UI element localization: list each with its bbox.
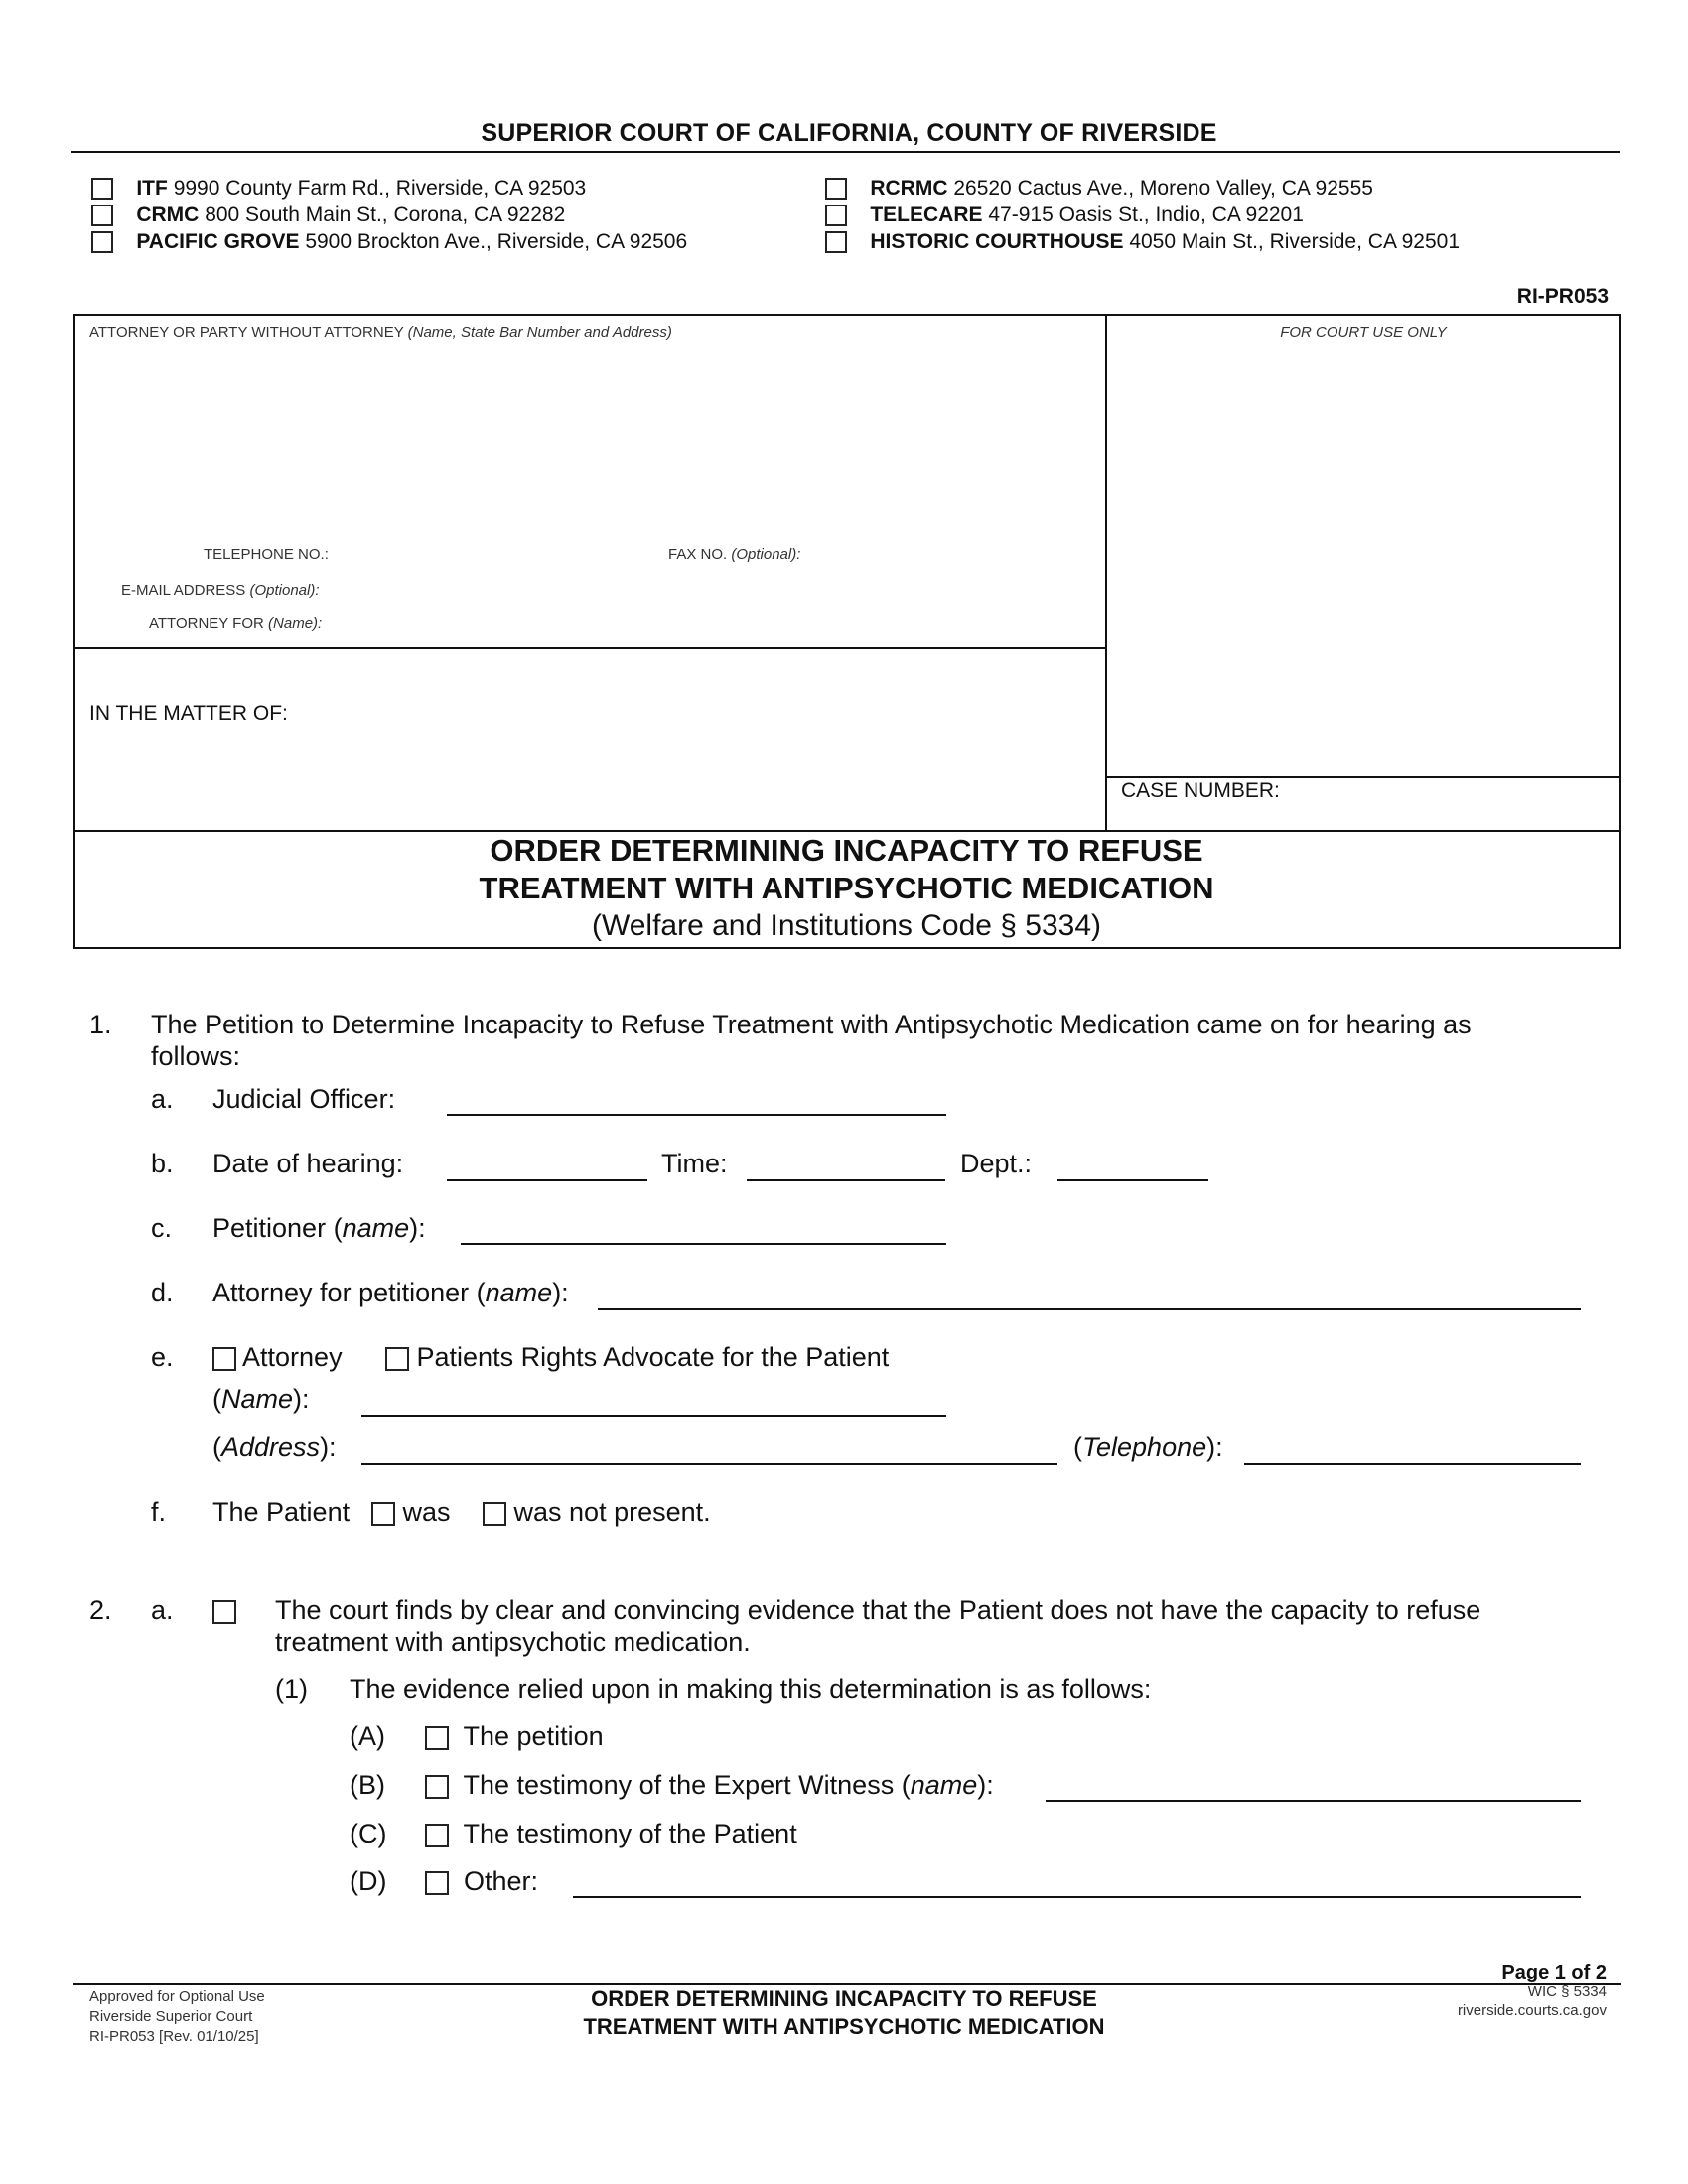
advocate-name-field[interactable] xyxy=(361,1415,946,1417)
attorney-for-label: ATTORNEY FOR (Name): xyxy=(149,615,323,632)
evidence-b-letter: (B) xyxy=(350,1770,385,1800)
location-rcrmc xyxy=(825,177,1373,201)
item2a-letter: a. xyxy=(151,1595,174,1625)
case-number-label: CASE NUMBER: xyxy=(1121,779,1280,802)
item1-text-line2: follows: xyxy=(151,1041,241,1071)
form-number: RI-PR053 xyxy=(1516,285,1609,308)
location-checkbox[interactable] xyxy=(91,205,113,226)
title-line-1: ORDER DETERMINING INCAPACITY TO REFUSE xyxy=(490,833,1203,868)
judicial-officer-field[interactable] xyxy=(447,1114,946,1116)
item2-number: 2. xyxy=(89,1595,112,1625)
telephone-label: TELEPHONE NO.: xyxy=(204,546,329,563)
attorney-checkbox[interactable] xyxy=(212,1347,236,1371)
location-historic-courthouse xyxy=(825,230,1460,254)
patient-was-label: was xyxy=(402,1497,451,1527)
evidence-d-letter: (D) xyxy=(350,1866,387,1896)
patients-rights-advocate-option xyxy=(385,1342,889,1373)
patient-was-not-option xyxy=(483,1497,711,1528)
location-name: PACIFIC GROVE xyxy=(136,230,300,253)
page-number: Page 1 of 2 xyxy=(1501,1962,1607,1983)
fax-label: FAX NO. (Optional): xyxy=(668,546,801,563)
evidence-a-letter: (A) xyxy=(350,1721,385,1751)
item1f-letter: f. xyxy=(151,1497,167,1527)
attorney-option-label: Attorney xyxy=(242,1342,343,1372)
expert-witness-field[interactable] xyxy=(1046,1800,1581,1802)
attorney-for-petitioner-field[interactable] xyxy=(598,1308,1581,1310)
location-checkbox[interactable] xyxy=(825,178,847,200)
evidence-other-option xyxy=(425,1866,538,1897)
location-name: RCRMC xyxy=(870,177,948,200)
advocate-name-label: (Name): xyxy=(212,1384,310,1414)
patient-present-label: The Patient xyxy=(212,1497,351,1527)
attorney-option xyxy=(212,1342,343,1373)
location-crmc xyxy=(91,204,565,227)
court-use-box xyxy=(1105,314,1621,778)
location-address: 47-915 Oasis St., Indio, CA 92201 xyxy=(988,204,1304,226)
patients-rights-advocate-label: Patients Rights Advocate for the Patient xyxy=(416,1342,890,1372)
matter-label: IN THE MATTER OF: xyxy=(89,702,288,725)
evidence-other-checkbox[interactable] xyxy=(425,1871,449,1895)
title-line-3: (Welfare and Institutions Code § 5334) xyxy=(591,909,1102,942)
patients-rights-advocate-checkbox[interactable] xyxy=(385,1347,409,1371)
email-label: E-MAIL ADDRESS (Optional): xyxy=(121,582,320,599)
patient-was-not-label: was not present. xyxy=(513,1497,711,1527)
evidence-c-letter: (C) xyxy=(350,1819,387,1848)
item2a1-number: (1) xyxy=(275,1674,308,1704)
evidence-petition-option xyxy=(425,1721,604,1752)
item2a-text-line1: The court finds by clear and convincing evidence that the Patient does not have the capacity to refuse xyxy=(275,1595,1481,1625)
court-header: SUPERIOR COURT OF CALIFORNIA, COUNTY OF RIVERSIDE xyxy=(481,119,1217,147)
footer-page-info xyxy=(1458,1964,1607,2020)
footer-website: riverside.courts.ca.gov xyxy=(1457,2002,1607,2019)
attorney-label: ATTORNEY OR PARTY WITHOUT ATTORNEY (Name, State Bar Number and Address) xyxy=(89,324,672,341)
location-address: 800 South Main St., Corona, CA 92282 xyxy=(205,204,566,226)
evidence-patient-option xyxy=(425,1819,797,1849)
location-name: CRMC xyxy=(136,204,200,226)
location-itf xyxy=(91,177,586,201)
attorney-box[interactable] xyxy=(73,314,1107,649)
location-address: 5900 Brockton Ave., Riverside, CA 92506 xyxy=(305,230,688,253)
header-rule xyxy=(71,151,1620,153)
date-of-hearing-label: Date of hearing: xyxy=(212,1149,404,1178)
matter-box[interactable] xyxy=(73,647,1107,832)
advocate-address-label: (Address): xyxy=(212,1433,337,1462)
attorney-for-petitioner-label: Attorney for petitioner (name): xyxy=(212,1278,569,1307)
form-title xyxy=(74,832,1618,945)
location-address: 9990 County Farm Rd., Riverside, CA 92503 xyxy=(173,177,587,200)
evidence-expert-checkbox[interactable] xyxy=(425,1775,449,1799)
title-line-2: TREATMENT WITH ANTIPSYCHOTIC MEDICATION xyxy=(479,871,1214,905)
location-checkbox[interactable] xyxy=(825,205,847,226)
evidence-other-label: Other: xyxy=(464,1866,539,1896)
item1b-letter: b. xyxy=(151,1149,174,1178)
court-use-label: FOR COURT USE ONLY xyxy=(1280,324,1447,341)
item1e-letter: e. xyxy=(151,1342,174,1372)
evidence-other-field[interactable] xyxy=(573,1896,1581,1898)
patient-was-checkbox[interactable] xyxy=(371,1502,395,1526)
footer-approval: Approved for Optional Use Riverside Superior Court RI-PR053 [Rev. 01/10/25] xyxy=(89,1988,265,2045)
item2a-text-line2: treatment with antipsychotic medication. xyxy=(275,1627,751,1657)
location-address: 26520 Cactus Ave., Moreno Valley, CA 92555 xyxy=(953,177,1373,200)
advocate-address-field[interactable] xyxy=(361,1463,1057,1465)
incapacity-finding-checkbox[interactable] xyxy=(212,1600,236,1624)
time-label: Time: xyxy=(661,1149,728,1178)
location-checkbox[interactable] xyxy=(91,178,113,200)
judicial-officer-label: Judicial Officer: xyxy=(212,1084,396,1114)
location-checkbox[interactable] xyxy=(91,231,113,253)
item1d-letter: d. xyxy=(151,1278,174,1307)
item1a-letter: a. xyxy=(151,1084,174,1114)
item1-number: 1. xyxy=(89,1010,112,1039)
location-checkbox[interactable] xyxy=(825,231,847,253)
evidence-patient-checkbox[interactable] xyxy=(425,1824,449,1847)
evidence-expert-option xyxy=(425,1770,994,1801)
evidence-patient-label: The testimony of the Patient xyxy=(463,1819,797,1848)
location-name: ITF xyxy=(136,177,168,200)
location-telecare xyxy=(825,204,1304,227)
dept-label: Dept.: xyxy=(960,1149,1033,1178)
footer-title: ORDER DETERMINING INCAPACITY TO REFUSE TREATMENT WITH ANTIPSYCHOTIC MEDICATION xyxy=(583,1986,1105,2039)
patient-was-option xyxy=(371,1497,451,1528)
location-address: 4050 Main St., Riverside, CA 92501 xyxy=(1129,230,1461,253)
evidence-petition-label: The petition xyxy=(463,1721,604,1751)
advocate-telephone-field[interactable] xyxy=(1244,1463,1581,1465)
date-of-hearing-field[interactable] xyxy=(447,1179,647,1181)
location-pacific-grove xyxy=(91,230,687,254)
item1-text-line1: The Petition to Determine Incapacity to Refuse Treatment with Antipsychotic Medication came on for hearing as xyxy=(151,1010,1472,1039)
dept-field[interactable] xyxy=(1057,1179,1208,1181)
time-field[interactable] xyxy=(747,1179,945,1181)
item1c-letter: c. xyxy=(151,1213,173,1243)
item2a-option xyxy=(212,1595,236,1626)
location-name: TELECARE xyxy=(870,204,983,226)
footer-code: WIC § 5334 xyxy=(1527,1983,1607,2000)
petitioner-field[interactable] xyxy=(461,1243,946,1245)
evidence-expert-label: The testimony of the Expert Witness (name): xyxy=(463,1770,994,1800)
patient-was-not-checkbox[interactable] xyxy=(483,1502,506,1526)
location-name: HISTORIC COURTHOUSE xyxy=(870,230,1124,253)
item2a1-text: The evidence relied upon in making this determination is as follows: xyxy=(350,1674,1152,1704)
petitioner-label: Petitioner (name): xyxy=(212,1213,426,1243)
evidence-petition-checkbox[interactable] xyxy=(425,1726,449,1750)
advocate-telephone-label: (Telephone): xyxy=(1073,1433,1223,1462)
